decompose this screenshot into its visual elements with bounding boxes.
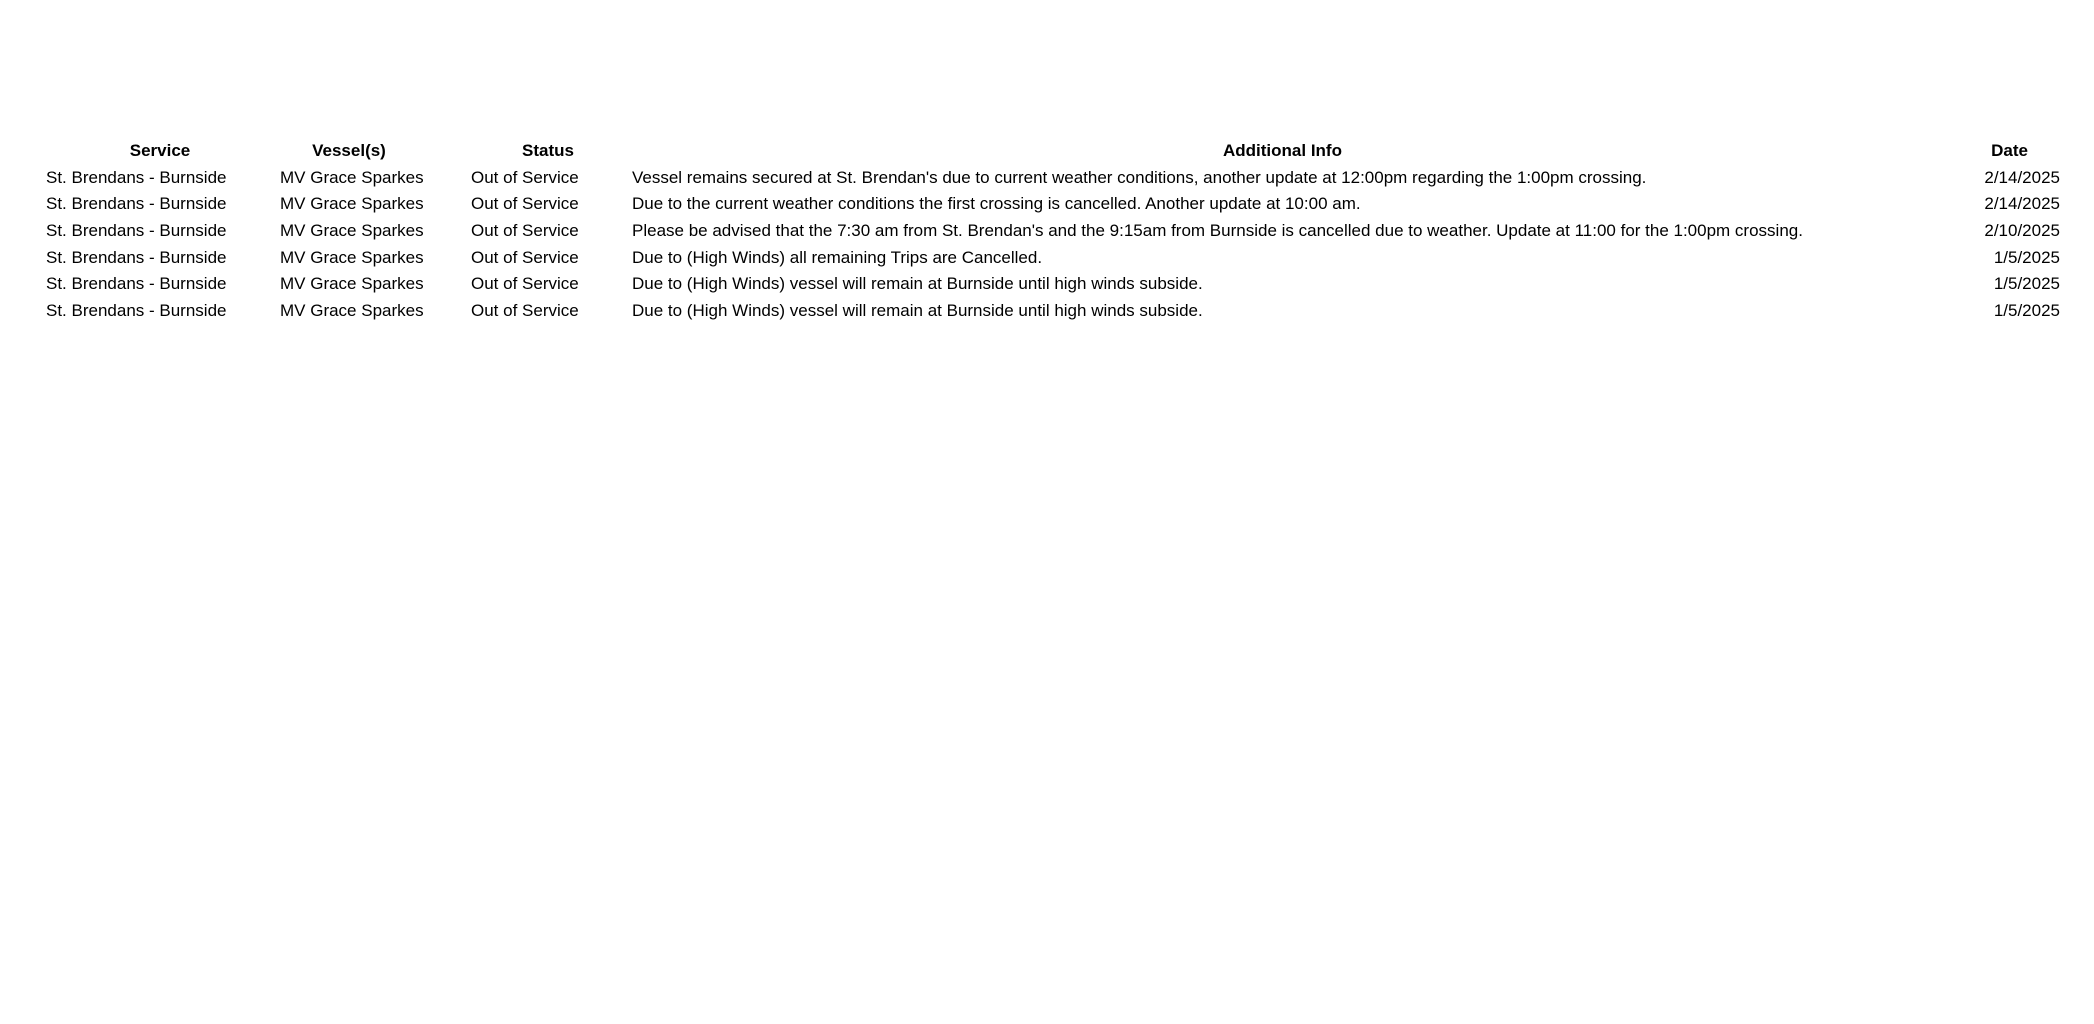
additional-info-cell: Due to the current weather conditions the first crossing is cancelled. Another update at 10:00 am. [632,194,1361,214]
column-header-date: Date [1991,141,2028,161]
status-cell: Out of Service [471,274,579,294]
date-cell: 2/14/2025 [1984,167,2060,187]
table-row [0,298,2060,325]
column-header-vessels: Vessel(s) [312,141,386,161]
service-cell: St. Brendans - Burnside [46,247,227,267]
column-header-service: Service [129,141,191,161]
table-row [0,218,2060,245]
service-status-table [0,138,2060,324]
date-cell: 1/5/2025 [1993,274,2060,294]
vessel-cell: MV Grace Sparkes [280,167,424,187]
additional-info-cell: Due to (High Winds) vessel will remain at Burnside until high winds subside. [632,300,1203,320]
column-header-additional-info: Additional Info [1223,141,1342,161]
vessel-cell: MV Grace Sparkes [280,247,424,267]
status-cell: Out of Service [471,300,579,320]
service-cell: St. Brendans - Burnside [46,221,227,241]
service-cell: St. Brendans - Burnside [46,300,227,320]
service-cell: St. Brendans - Burnside [46,274,227,294]
additional-info-cell: Please be advised that the 7:30 am from St. Brendan's and the 9:15am from Burnside is cancelled due to weather. Update at 11:00 for the 1:00pm crossing. [632,221,1803,241]
table-row [0,165,2060,192]
vessel-cell: MV Grace Sparkes [280,221,424,241]
table-row [0,244,2060,271]
vessel-cell: MV Grace Sparkes [280,300,424,320]
date-cell: 2/14/2025 [1984,194,2060,214]
table-row [0,191,2060,218]
service-status-sheet [0,138,2094,324]
status-cell: Out of Service [471,221,579,241]
service-cell: St. Brendans - Burnside [46,194,227,214]
additional-info-cell: Due to (High Winds) vessel will remain at Burnside until high winds subside. [632,274,1203,294]
table-row [0,271,2060,298]
table-header-row [0,138,2060,165]
service-cell: St. Brendans - Burnside [46,167,227,187]
vessel-cell: MV Grace Sparkes [280,194,424,214]
date-cell: 1/5/2025 [1993,247,2060,267]
status-cell: Out of Service [471,167,579,187]
vessel-cell: MV Grace Sparkes [280,274,424,294]
status-cell: Out of Service [471,247,579,267]
status-cell: Out of Service [471,194,579,214]
additional-info-cell: Vessel remains secured at St. Brendan's due to current weather conditions, another update at 12:00pm regarding the 1:00pm crossing. [632,167,1647,187]
date-cell: 1/5/2025 [1993,300,2060,320]
column-header-status: Status [522,141,574,161]
additional-info-cell: Due to (High Winds) all remaining Trips are Cancelled. [632,247,1043,267]
date-cell: 2/10/2025 [1984,221,2060,241]
